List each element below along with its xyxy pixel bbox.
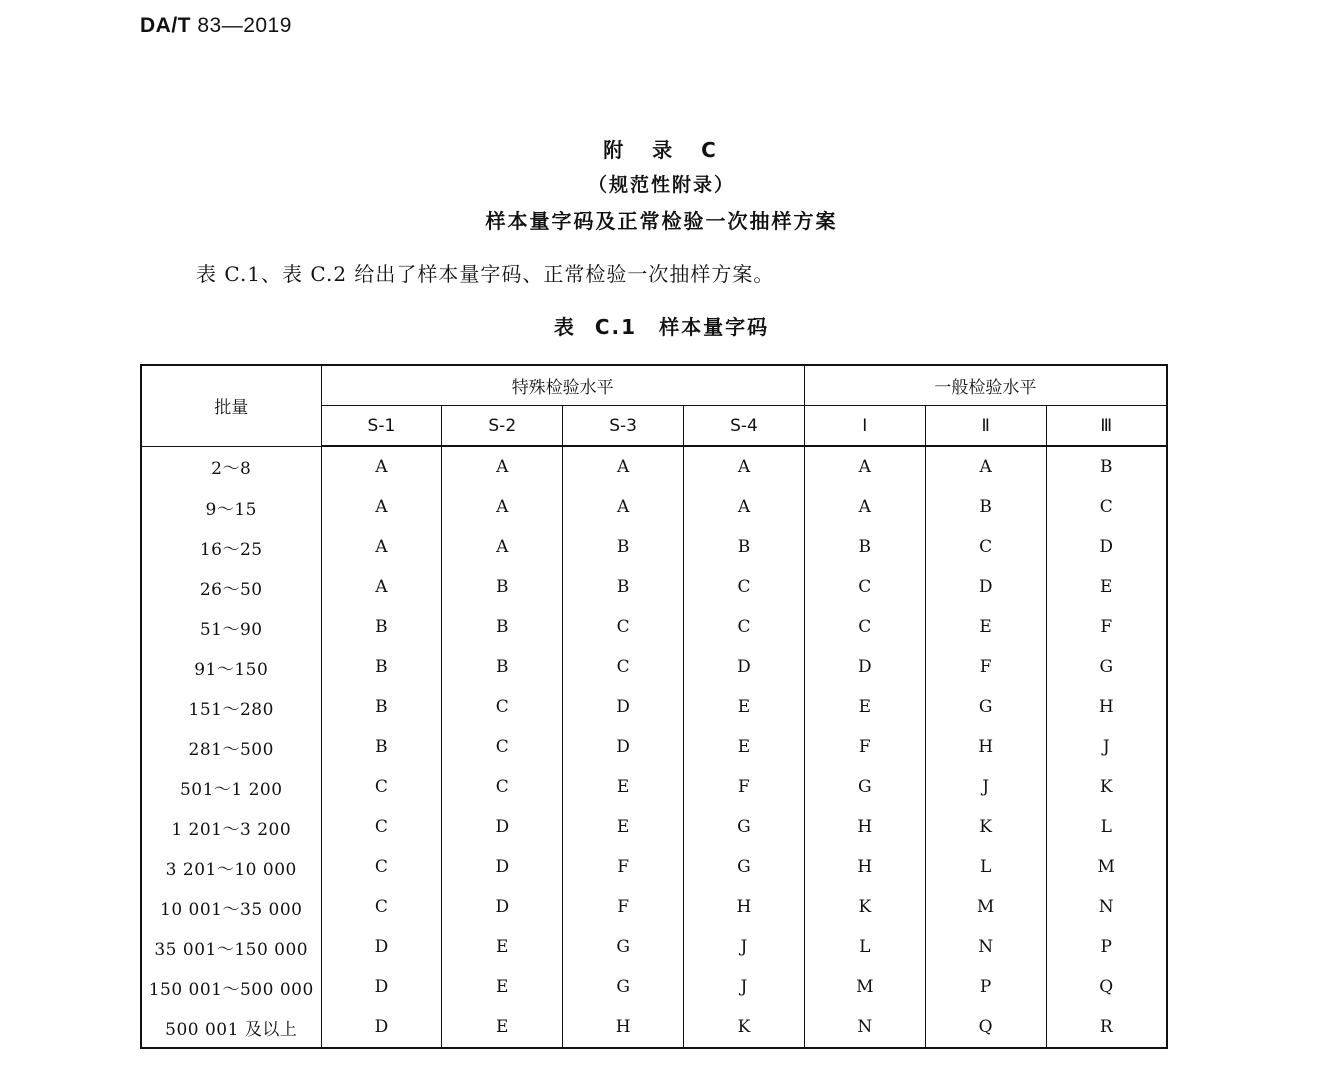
code-letter-cell: H <box>684 887 805 927</box>
code-letter-cell: N <box>804 1007 925 1048</box>
code-letter-cell: Q <box>925 1007 1046 1048</box>
header-row-groups <box>141 365 1167 406</box>
code-letter-cell: B <box>563 527 684 567</box>
code-letter-cell: C <box>684 607 805 647</box>
code-letter-cell: D <box>1046 527 1167 567</box>
lot-size-cell: 151～280 <box>141 687 321 727</box>
code-letter-cell: J <box>684 927 805 967</box>
lot-size-cell: 150 001～500 000 <box>141 967 321 1007</box>
table-row <box>141 527 1167 567</box>
appendix-type: （规范性附录） <box>587 174 735 196</box>
code-letter-cell: N <box>1046 887 1167 927</box>
level-header: S-2 <box>442 406 563 447</box>
code-letter-cell: A <box>442 446 563 487</box>
code-letter-cell: A <box>684 487 805 527</box>
code-letter-cell: C <box>321 847 442 887</box>
table-row <box>141 847 1167 887</box>
code-letter-cell: A <box>442 527 563 567</box>
lot-size-cell: 1 201～3 200 <box>141 807 321 847</box>
code-letter-cell: G <box>563 927 684 967</box>
code-letter-cell: G <box>563 967 684 1007</box>
code-letter-cell: D <box>563 687 684 727</box>
code-letter-cell: B <box>1046 446 1167 487</box>
appendix-title: 附 录 C <box>603 138 720 162</box>
lot-size-cell: 35 001～150 000 <box>141 927 321 967</box>
code-letter-cell: F <box>684 767 805 807</box>
code-letter-cell: C <box>442 687 563 727</box>
code-letter-cell: B <box>684 527 805 567</box>
code-letter-cell: B <box>321 727 442 767</box>
code-letter-cell: G <box>684 847 805 887</box>
code-letter-cell: C <box>804 567 925 607</box>
code-letter-cell: H <box>563 1007 684 1048</box>
table-row <box>141 887 1167 927</box>
standard-code <box>140 14 292 38</box>
code-letter-cell: M <box>1046 847 1167 887</box>
code-letter-cell: A <box>563 487 684 527</box>
table-row <box>141 767 1167 807</box>
code-letter-cell: K <box>925 807 1046 847</box>
code-letter-cell: A <box>684 446 805 487</box>
table-caption: 表 C.1 样本量字码 <box>553 315 770 339</box>
lot-size-cell: 51～90 <box>141 607 321 647</box>
code-letter-cell: L <box>804 927 925 967</box>
code-letter-cell: C <box>563 607 684 647</box>
lot-size-header: 批量 <box>141 365 321 446</box>
level-header: Ⅱ <box>925 406 1046 447</box>
table-body <box>141 446 1167 1048</box>
code-letter-cell: J <box>925 767 1046 807</box>
code-letter-cell: E <box>442 1007 563 1048</box>
code-letter-cell: A <box>804 446 925 487</box>
intro-paragraph: 表 C.1、表 C.2 给出了样本量字码、正常检验一次抽样方案。 <box>196 262 775 286</box>
table-row <box>141 807 1167 847</box>
code-letter-cell: C <box>321 887 442 927</box>
code-letter-cell: J <box>684 967 805 1007</box>
code-letter-cell: G <box>684 807 805 847</box>
code-letter-cell: C <box>442 727 563 767</box>
table-row <box>141 927 1167 967</box>
table-row <box>141 1007 1167 1048</box>
code-letter-cell: D <box>442 847 563 887</box>
code-letter-cell: A <box>321 487 442 527</box>
code-letter-cell: H <box>925 727 1046 767</box>
code-letter-cell: A <box>321 527 442 567</box>
code-letter-cell: N <box>925 927 1046 967</box>
code-letter-cell: A <box>442 487 563 527</box>
code-letter-cell: R <box>1046 1007 1167 1048</box>
code-letter-cell: C <box>1046 487 1167 527</box>
lot-size-cell: 500 001 及以上 <box>141 1007 321 1048</box>
special-level-header: 特殊检验水平 <box>321 365 804 406</box>
code-letter-cell: A <box>321 567 442 607</box>
code-letter-cell: E <box>563 807 684 847</box>
lot-size-cell: 2～8 <box>141 446 321 487</box>
table-row <box>141 647 1167 687</box>
code-letter-cell: F <box>563 847 684 887</box>
code-letter-cell: K <box>804 887 925 927</box>
code-letter-cell: G <box>804 767 925 807</box>
level-header: S-1 <box>321 406 442 447</box>
code-letter-cell: P <box>1046 927 1167 967</box>
code-letter-cell: C <box>321 807 442 847</box>
lot-size-cell: 501～1 200 <box>141 767 321 807</box>
code-letter-cell: B <box>321 647 442 687</box>
code-letter-cell: E <box>442 927 563 967</box>
code-letter-cell: E <box>684 687 805 727</box>
code-letter-cell: A <box>925 446 1046 487</box>
code-letter-cell: F <box>925 647 1046 687</box>
code-letter-cell: D <box>321 1007 442 1048</box>
code-letter-cell: L <box>1046 807 1167 847</box>
code-letter-cell: A <box>321 446 442 487</box>
code-letter-cell: B <box>442 647 563 687</box>
code-letter-cell: L <box>925 847 1046 887</box>
lot-size-cell: 91～150 <box>141 647 321 687</box>
table-row <box>141 567 1167 607</box>
code-letter-cell: C <box>684 567 805 607</box>
code-letter-cell: B <box>442 607 563 647</box>
code-letter-cell: B <box>804 527 925 567</box>
code-letter-cell: P <box>925 967 1046 1007</box>
lot-size-cell: 3 201～10 000 <box>141 847 321 887</box>
code-letter-cell: B <box>563 567 684 607</box>
code-letter-cell: D <box>442 807 563 847</box>
code-letter-cell: B <box>442 567 563 607</box>
code-letter-cell: D <box>804 647 925 687</box>
code-letter-cell: K <box>1046 767 1167 807</box>
code-letter-cell: C <box>321 767 442 807</box>
table-row <box>141 607 1167 647</box>
level-header: S-4 <box>684 406 805 447</box>
code-letter-cell: F <box>804 727 925 767</box>
standard-code-number: 83—2019 <box>197 14 292 37</box>
code-letter-cell: C <box>563 647 684 687</box>
table-row <box>141 687 1167 727</box>
code-letter-cell: E <box>1046 567 1167 607</box>
code-letter-cell: B <box>321 687 442 727</box>
code-letter-cell: A <box>804 487 925 527</box>
code-letter-cell: E <box>442 967 563 1007</box>
lot-size-cell: 281～500 <box>141 727 321 767</box>
code-letter-cell: D <box>321 967 442 1007</box>
code-letter-cell: K <box>684 1007 805 1048</box>
code-letter-cell: G <box>925 687 1046 727</box>
level-header: Ⅲ <box>1046 406 1167 447</box>
code-letter-cell: D <box>684 647 805 687</box>
standard-code-prefix: DA/T <box>140 14 191 37</box>
code-letter-cell: E <box>925 607 1046 647</box>
level-header: S-3 <box>563 406 684 447</box>
code-letter-cell: B <box>925 487 1046 527</box>
code-letter-cell: D <box>563 727 684 767</box>
code-letter-cell: M <box>925 887 1046 927</box>
appendix-name: 样本量字码及正常检验一次抽样方案 <box>485 209 838 233</box>
code-letter-cell: D <box>925 567 1046 607</box>
lot-size-cell: 9～15 <box>141 487 321 527</box>
lot-size-cell: 26～50 <box>141 567 321 607</box>
code-letter-cell: G <box>1046 647 1167 687</box>
level-header: Ⅰ <box>804 406 925 447</box>
code-letter-cell: H <box>804 807 925 847</box>
code-letter-cell: E <box>563 767 684 807</box>
lot-size-cell: 16～25 <box>141 527 321 567</box>
code-letter-cell: E <box>804 687 925 727</box>
code-letter-cell: C <box>804 607 925 647</box>
table-row <box>141 967 1167 1007</box>
table-row <box>141 487 1167 527</box>
table-row <box>141 727 1167 767</box>
code-letter-cell: A <box>563 446 684 487</box>
table-row <box>141 446 1167 487</box>
code-letter-cell: E <box>684 727 805 767</box>
code-letter-cell: H <box>1046 687 1167 727</box>
code-letter-cell: B <box>321 607 442 647</box>
code-letter-cell: Q <box>1046 967 1167 1007</box>
code-letter-cell: J <box>1046 727 1167 767</box>
code-letter-cell: D <box>321 927 442 967</box>
lot-size-cell: 10 001～35 000 <box>141 887 321 927</box>
code-letter-cell: F <box>563 887 684 927</box>
sample-size-code-table <box>140 364 1168 1049</box>
code-letter-cell: F <box>1046 607 1167 647</box>
code-letter-cell: C <box>925 527 1046 567</box>
code-letter-cell: D <box>442 887 563 927</box>
code-letter-cell: M <box>804 967 925 1007</box>
code-letter-cell: C <box>442 767 563 807</box>
table-header <box>141 365 1167 446</box>
general-level-header: 一般检验水平 <box>804 365 1167 406</box>
code-letter-cell: H <box>804 847 925 887</box>
